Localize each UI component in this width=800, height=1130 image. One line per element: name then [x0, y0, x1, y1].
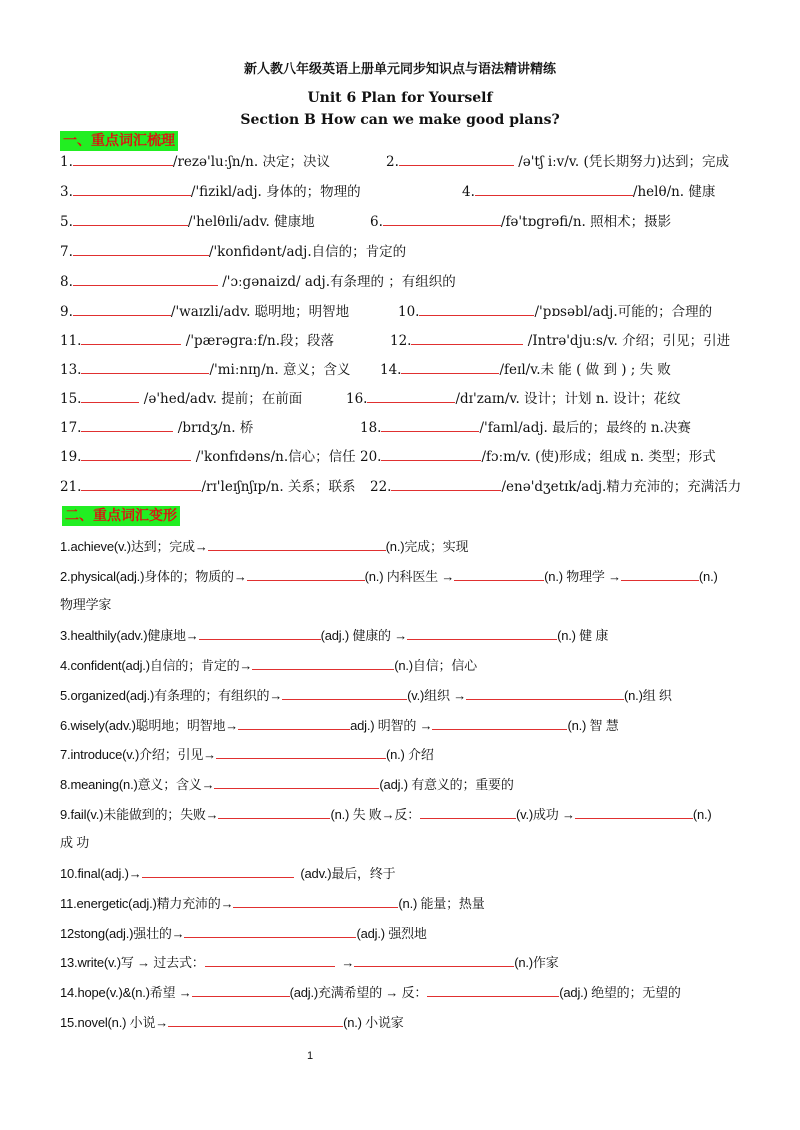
- answer-blank[interactable]: [73, 178, 191, 196]
- answer-blank[interactable]: [383, 208, 501, 226]
- prompt-text: 成 功: [60, 835, 90, 850]
- answer-blank[interactable]: [427, 979, 559, 997]
- wordform-row: [60, 712, 619, 736]
- answer-blank[interactable]: [454, 563, 544, 581]
- answer-blank[interactable]: [218, 801, 330, 819]
- wordform-row: [60, 949, 559, 973]
- prompt-text: 10.final(adj.)→: [60, 866, 142, 881]
- item-definition: /'pærəgraːf/n.段；段落: [185, 333, 335, 349]
- prompt-text: (n.)作家: [514, 955, 559, 970]
- item-definition: /'ɔːgənaizd/ adj.有条理的 ；有组织的: [222, 274, 456, 290]
- answer-blank[interactable]: [247, 563, 365, 581]
- answer-blank[interactable]: [238, 712, 350, 730]
- prompt-text: (n.) 健 康: [557, 628, 609, 643]
- part2-heading: 二、重点词汇变形: [62, 506, 180, 526]
- item-definition: /rezə'luːʃn/n. 决定；决议: [172, 154, 330, 170]
- wordform-row: [60, 979, 681, 1003]
- wordform-row: [60, 801, 712, 825]
- wordform-row: [60, 741, 434, 765]
- item-number: 6.: [370, 214, 383, 230]
- prompt-text: adj.) 明智的 →: [350, 718, 433, 733]
- answer-blank[interactable]: [168, 1009, 343, 1027]
- unit-title: Unit 6 Plan for Yourself: [307, 90, 493, 106]
- item-number: 22.: [370, 479, 392, 495]
- item-number: 2.: [386, 154, 399, 170]
- prompt-text: 15.novel(n.) 小说→: [60, 1015, 169, 1030]
- answer-blank[interactable]: [81, 443, 191, 461]
- part1-heading: 一、重点词汇梳理: [60, 131, 178, 151]
- answer-blank[interactable]: [391, 473, 501, 491]
- prompt-text: (adj.) 有意义的；重要的: [379, 777, 514, 792]
- answer-blank[interactable]: [621, 563, 699, 581]
- item-definition: /ə'hed/adv. 提前；在前面: [143, 391, 303, 407]
- item-number: 17.: [60, 420, 82, 436]
- prompt-text: (n.) 介绍: [385, 747, 434, 762]
- prompt-text: (n.)组 织: [624, 688, 672, 703]
- answer-blank[interactable]: [73, 238, 209, 256]
- answer-blank[interactable]: [420, 801, 516, 819]
- answer-blank[interactable]: [73, 208, 188, 226]
- answer-blank[interactable]: [73, 298, 171, 316]
- item-number: 21.: [60, 479, 82, 495]
- wordform-row: [60, 771, 514, 795]
- answer-blank[interactable]: [419, 298, 534, 316]
- answer-blank[interactable]: [73, 148, 173, 166]
- wordform-row: [60, 890, 485, 914]
- prompt-text: →: [341, 955, 355, 970]
- item-definition: /fə'tɒgrəfi/n. 照相术；摄影: [500, 214, 672, 230]
- prompt-text: (n.)自信；信心: [394, 658, 477, 673]
- item-number: 20.: [360, 449, 382, 465]
- item-definition: /brɪdʒ/n. 桥: [177, 420, 254, 436]
- prompt-text: (n.): [692, 807, 712, 822]
- wordform-row: [60, 622, 608, 646]
- item-number: 13.: [60, 362, 82, 378]
- item-number: 1.: [60, 154, 73, 170]
- answer-blank[interactable]: [81, 385, 139, 403]
- prompt-text: 物理学家: [60, 597, 112, 612]
- prompt-text: 8.meaning(n.)意义；含义→: [60, 777, 215, 792]
- prompt-text: 6.wisely(adv.)聪明地；明智地→: [60, 718, 239, 733]
- prompt-text: (n.) 能量；热量: [398, 896, 485, 911]
- item-definition: /Intrə'djuːs/v. 介绍；引见；引进: [527, 333, 731, 349]
- prompt-text: (adj.)充满希望的 → 反：: [289, 985, 428, 1000]
- answer-blank[interactable]: [252, 652, 394, 670]
- answer-blank[interactable]: [208, 533, 386, 551]
- prompt-text: 7.introduce(v.)介绍；引见→: [60, 747, 216, 762]
- item-definition: /rɪ'leɪʃnʃɪp/n. 关系；联系: [201, 479, 356, 495]
- prompt-text: (n.) 失 败→反：: [330, 807, 420, 822]
- item-number: 18.: [360, 420, 382, 436]
- item-definition: /fɔːm/v. (使)形成；组成 n. 类型；形式: [481, 449, 716, 465]
- prompt-text: 1.achieve(v.)达到；完成→: [60, 539, 208, 554]
- wordform-row: [60, 652, 477, 676]
- item-definition: /feɪl/v.未 能 ( 做 到 ) ; 失 败: [499, 362, 671, 378]
- item-number: 11.: [60, 333, 82, 349]
- answer-blank[interactable]: [466, 682, 624, 700]
- answer-blank[interactable]: [142, 860, 294, 878]
- prompt-text: 14.hope(v.)&(n.)希望 →: [60, 985, 192, 1000]
- prompt-text: (v.)成功 →: [516, 807, 575, 822]
- prompt-text: 3.healthily(adv.)健康地→: [60, 628, 199, 643]
- answer-blank[interactable]: [381, 443, 481, 461]
- document-title: 新人教八年级英语上册单元同步知识点与语法精讲精练: [243, 62, 556, 77]
- item-definition: /'fizikl/adj. 身体的；物理的: [190, 184, 361, 200]
- prompt-text: (n.) 小说家: [343, 1015, 404, 1030]
- answer-blank[interactable]: [399, 148, 514, 166]
- prompt-text: (n.) 内科医生 →: [364, 569, 455, 584]
- wordform-row-continued: [60, 831, 89, 855]
- item-definition: /ə'tʃ iːv/v. (凭长期努力)达到；完成: [518, 154, 729, 170]
- item-number: 3.: [60, 184, 73, 200]
- answer-blank[interactable]: [199, 622, 321, 640]
- answer-blank[interactable]: [233, 890, 398, 908]
- item-number: 7.: [60, 244, 73, 260]
- answer-blank[interactable]: [81, 414, 173, 432]
- answer-blank[interactable]: [192, 979, 290, 997]
- prompt-text: 5.organized(adj.)有条理的；有组织的→: [60, 688, 283, 703]
- item-definition: /'waɪzli/adv. 聪明地；明智地: [170, 304, 350, 320]
- item-number: 5.: [60, 214, 73, 230]
- item-number: 9.: [60, 304, 73, 320]
- item-number: 4.: [462, 184, 475, 200]
- item-definition: /'faɪnl/adj. 最后的；最终的 n.决赛: [479, 420, 691, 436]
- item-definition: /'konfidənt/adj.自信的；肯定的: [208, 244, 407, 260]
- wordform-row: [60, 563, 718, 587]
- answer-blank[interactable]: [575, 801, 693, 819]
- item-definition: /'helθɪli/adv. 健康地: [187, 214, 315, 230]
- prompt-text: (n.) 智 慧: [567, 718, 619, 733]
- answer-blank[interactable]: [367, 385, 455, 403]
- answer-blank[interactable]: [354, 949, 514, 967]
- answer-blank[interactable]: [411, 327, 523, 345]
- prompt-text: (adv.)最后，终于: [300, 866, 396, 881]
- answer-blank[interactable]: [81, 473, 201, 491]
- prompt-text: (adj.) 健康的 →: [320, 628, 408, 643]
- item-number: 19.: [60, 449, 82, 465]
- prompt-text: (adj.) 绝望的；无望的: [559, 985, 681, 1000]
- wordform-row: [60, 920, 427, 944]
- prompt-text: 9.fail(v.)未能做到的；失败→: [60, 807, 219, 822]
- answer-blank[interactable]: [73, 268, 218, 286]
- answer-blank[interactable]: [401, 356, 499, 374]
- prompt-text: 11.energetic(adj.)精力充沛的→: [60, 896, 234, 911]
- item-definition: /dɪ'zaɪn/v. 设计；计划 n. 设计；花纹: [455, 391, 681, 407]
- answer-blank[interactable]: [216, 741, 386, 759]
- prompt-text: (adj.) 强烈地: [356, 926, 427, 941]
- answer-blank[interactable]: [282, 682, 407, 700]
- prompt-text: 13.write(v.)写 → 过去式：: [60, 955, 205, 970]
- wordform-row: [60, 533, 468, 557]
- item-number: 10.: [398, 304, 420, 320]
- item-number: 14.: [380, 362, 402, 378]
- item-number: 15.: [60, 391, 82, 407]
- wordform-row: [60, 1009, 404, 1033]
- prompt-text: (n.)完成；实现: [385, 539, 469, 554]
- item-number: 8.: [60, 274, 73, 290]
- prompt-text: 2.physical(adj.)身体的；物质的→: [60, 569, 247, 584]
- prompt-text: (v.)组织 →: [407, 688, 466, 703]
- answer-blank[interactable]: [184, 920, 356, 938]
- wordform-row: [60, 860, 395, 884]
- item-definition: /'konfɪdəns/n.信心；信任: [195, 449, 356, 465]
- item-definition: /enə'dʒetɪk/adj.精力充沛的；充满活力: [501, 479, 742, 495]
- wordform-row: [60, 682, 672, 706]
- prompt-text: 12stong(adj.)强壮的→: [60, 926, 185, 941]
- answer-blank[interactable]: [81, 327, 181, 345]
- answer-blank[interactable]: [475, 178, 633, 196]
- prompt-text: (n.): [698, 569, 718, 584]
- item-number: 16.: [346, 391, 368, 407]
- item-definition: /'pɒsəbl/adj.可能的；合理的: [534, 304, 713, 320]
- section-title: Section B How can we make good plans?: [240, 112, 560, 128]
- answer-blank[interactable]: [432, 712, 567, 730]
- page-number: 1: [306, 1050, 314, 1062]
- prompt-text: (n.) 物理学 →: [544, 569, 621, 584]
- answer-blank[interactable]: [205, 949, 335, 967]
- answer-blank[interactable]: [407, 622, 557, 640]
- item-definition: /helθ/n. 健康: [632, 184, 716, 200]
- prompt-text: 4.confident(adj.)自信的；肯定的→: [60, 658, 253, 673]
- answer-blank[interactable]: [81, 356, 209, 374]
- answer-blank[interactable]: [214, 771, 379, 789]
- item-definition: /'miːnɪŋ/n. 意义；含义: [209, 362, 351, 378]
- wordform-row-continued: [60, 593, 111, 617]
- item-number: 12.: [390, 333, 412, 349]
- answer-blank[interactable]: [381, 414, 479, 432]
